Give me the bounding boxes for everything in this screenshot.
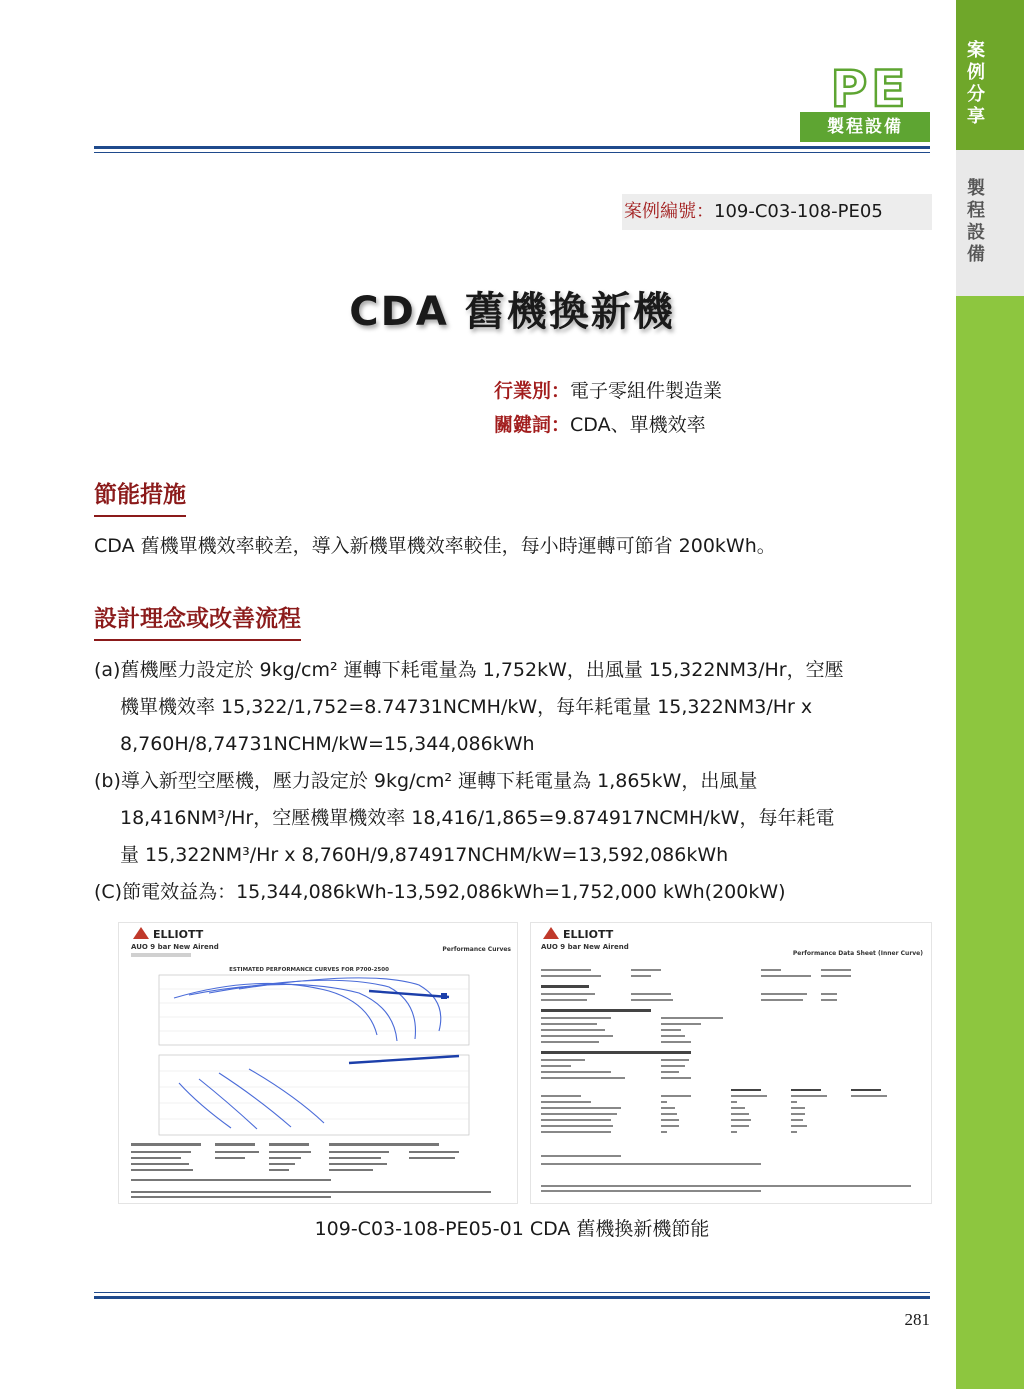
keywords-label: 關鍵詞： [494, 414, 571, 436]
case-number [622, 194, 932, 230]
design-text [94, 652, 932, 911]
left-brand: ELLIOTT [153, 928, 204, 941]
figure-performance-curves [118, 922, 518, 1204]
performance-curves-image [119, 923, 517, 1203]
elliott-logo-icon [543, 927, 559, 939]
left-chart-title: ESTIMATED PERFORMANCE CURVES FOR P700-2500 [229, 967, 389, 973]
header-badge: 製程設備 [800, 112, 930, 142]
industry-label: 行業別： [494, 380, 571, 402]
footer-rule-thin [94, 1292, 930, 1293]
item-b-line-1: (b)導入新型空壓機，壓力設定於 9kg/cm² 運轉下耗電量為 1,865kW，出風量 [94, 770, 758, 792]
header-rule-thin [94, 152, 930, 153]
item-c-line-1: (C)節電效益為：15,344,086kWh-13,592,086kWh=1,752,000 kWh(200kW) [94, 881, 786, 903]
header-rule [94, 146, 930, 149]
figure-performance-data-sheet [530, 922, 932, 1204]
keywords-value: CDA、單機效率 [570, 414, 706, 436]
footer-rule [94, 1296, 930, 1299]
industry-value: 電子零組件製造業 [570, 380, 723, 402]
measures-text [94, 528, 932, 565]
item-b-line-3: 量 15,322NM³/Hr x 8,760H/9,874917NCHM/kW=13,592,086kWh [120, 844, 729, 866]
page-number: 281 [904, 1310, 930, 1329]
page-title: CDA 舊機換新機 [349, 289, 675, 335]
measures-line: CDA 舊機單機效率較差，導入新機單機效率較佳，每小時運轉可節省 200kWh。 [94, 535, 776, 557]
performance-data-sheet-image [531, 923, 931, 1203]
figure-caption: 109-C03-108-PE05-01 CDA 舊機換新機節能 [314, 1218, 710, 1240]
section-heading-design: 設計理念或改善流程 [94, 600, 301, 641]
pe-logo [810, 64, 930, 112]
item-a-line-1: (a)舊機壓力設定於 9kg/cm² 運轉下耗電量為 1,752kW，出風量 15,322NM3/Hr，空壓 [94, 659, 844, 681]
left-corner: Performance Curves [442, 946, 511, 953]
item-a-line-3: 8,760H/8,74731NCHM/kW=15,344,086kWh [120, 733, 535, 755]
elliott-logo-icon [133, 927, 149, 939]
case-number-value: 109-C03-108-PE05 [714, 201, 883, 222]
right-sheet-title: Performance Data Sheet (Inner Curve) [792, 950, 923, 957]
side-tab-case-share-label: 案例分享 [967, 40, 985, 127]
right-brand: ELLIOTT [563, 928, 614, 941]
keywords [494, 410, 706, 437]
case-number-label: 案例編號： [624, 201, 714, 222]
section-heading-measures: 節能措施 [94, 476, 186, 517]
item-a-line-2: 機單機效率 15,322/1,752=8.74731NCMH/kW，每年耗電量 15,322NM3/Hr x [120, 696, 813, 718]
left-model: AUO 9 bar New Airend [131, 943, 219, 951]
item-b-line-2: 18,416NM³/Hr，空壓機單機效率 18,416/1,865=9.874917NCMH/kW，每年耗電 [120, 807, 835, 829]
right-model: AUO 9 bar New Airend [541, 943, 629, 951]
pe-logo-text: PE [830, 64, 910, 112]
side-tab-process-equipment-label: 製程設備 [967, 178, 985, 265]
industry [494, 376, 722, 403]
